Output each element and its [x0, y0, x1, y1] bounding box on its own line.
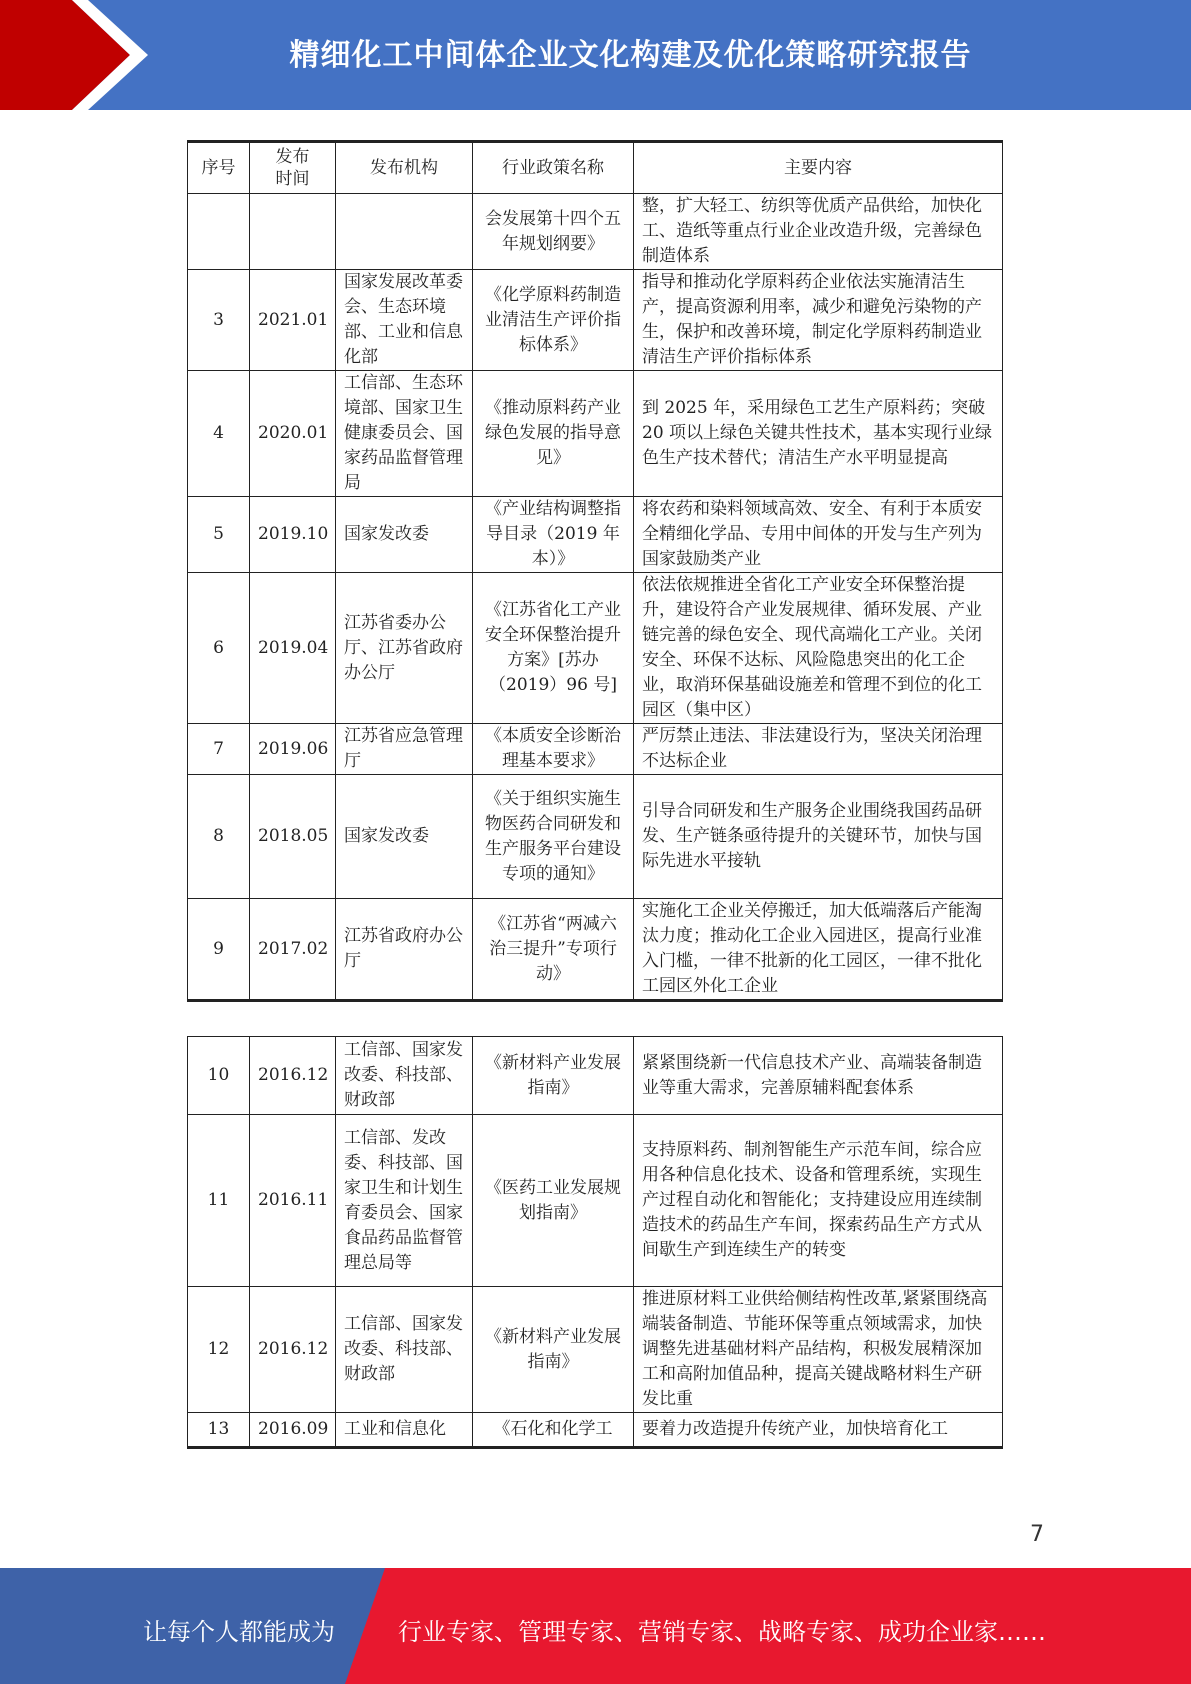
cell-name: 《石化和化学工: [473, 1413, 634, 1448]
cell-org: 江苏省政府办公厅: [336, 899, 473, 1001]
cell-org: 工信部、生态环境部、国家卫生健康委员会、国家药品监督管理局: [336, 371, 473, 497]
cell-name: 《医药工业发展规划指南》: [473, 1115, 634, 1287]
cell-num: [188, 194, 250, 270]
cell-num: 4: [188, 371, 250, 497]
cell-num: 10: [188, 1037, 250, 1115]
table-row: [188, 1413, 1003, 1448]
cell-num: 7: [188, 724, 250, 775]
table-row: [188, 497, 1003, 573]
cell-content: 支持原料药、制剂智能生产示范车间，综合应用各种信息化技术、设备和管理系统，实现生产过程自动化和智能化；支持建设应用连续制造技术的药品生产车间，探索药品生产方式从间歇生产到连续生产的转变: [634, 1115, 1003, 1287]
cell-date: 2016.12: [250, 1287, 336, 1413]
table-row: [188, 194, 1003, 270]
header-org: 发布机构: [336, 142, 473, 194]
footer-slogan-left: 让每个人都能成为: [143, 1618, 335, 1646]
cell-org: 工信部、国家发改委、科技部、财政部: [336, 1287, 473, 1413]
cell-name: 会发展第十四个五年规划纲要》: [473, 194, 634, 270]
cell-name: 《江苏省化工产业安全环保整治提升方案》[苏办（2019）96 号]: [473, 573, 634, 724]
header-num: 序号: [188, 142, 250, 194]
cell-content: 严厉禁止违法、非法建设行为，坚决关闭治理不达标企业: [634, 724, 1003, 775]
cell-content: 到 2025 年，采用绿色工艺生产原料药；突破 20 项以上绿色关键共性技术，基本实现行业绿色生产技术替代；清洁生产水平明显提高: [634, 371, 1003, 497]
cell-org: 江苏省应急管理厅: [336, 724, 473, 775]
header-policy-name: 行业政策名称: [473, 142, 634, 194]
cell-content: 推进原材料工业供给侧结构性改革,紧紧围绕高端装备制造、节能环保等重点领域需求，加快调整先进基础材料产品结构，积极发展精深加工和高附加值品种，提高关键战略材料生产研发比重: [634, 1287, 1003, 1413]
table-row: [188, 1287, 1003, 1413]
table-row: [188, 371, 1003, 497]
cell-num: 8: [188, 775, 250, 899]
page-number: 7: [1030, 1522, 1044, 1547]
cell-date: 2019.06: [250, 724, 336, 775]
cell-org: 工业和信息化: [336, 1413, 473, 1448]
policy-table-part2: [187, 1036, 1003, 1449]
cell-org: 国家发改委: [336, 775, 473, 899]
cell-name: 《关于组织实施生物医药合同研发和生产服务平台建设专项的通知》: [473, 775, 634, 899]
cell-num: 9: [188, 899, 250, 1001]
cell-date: 2019.04: [250, 573, 336, 724]
cell-date: 2020.01: [250, 371, 336, 497]
cell-name: 《江苏省“两减六治三提升”专项行动》: [473, 899, 634, 1001]
table-row: [188, 775, 1003, 899]
footer-slogan-right: 行业专家、管理专家、营销专家、战略专家、成功企业家……: [398, 1618, 1046, 1646]
cell-date: 2021.01: [250, 270, 336, 371]
cell-num: 12: [188, 1287, 250, 1413]
cell-date: 2016.12: [250, 1037, 336, 1115]
table-row: [188, 573, 1003, 724]
cell-org: 工信部、发改委、科技部、国家卫生和计划生育委员会、国家食品药品监督管理总局等: [336, 1115, 473, 1287]
header-content: 主要内容: [634, 142, 1003, 194]
cell-date: 2019.10: [250, 497, 336, 573]
cell-content: 指导和推动化学原料药企业依法实施清洁生产，提高资源利用率，减少和避免污染物的产生，保护和改善环境，制定化学原料药制造业清洁生产评价指标体系: [634, 270, 1003, 371]
cell-content: 将农药和染料领域高效、安全、有利于本质安全精细化学品、专用中间体的开发与生产列为国家鼓励类产业: [634, 497, 1003, 573]
cell-content: 要着力改造提升传统产业，加快培育化工: [634, 1413, 1003, 1448]
cell-org: 工信部、国家发改委、科技部、财政部: [336, 1037, 473, 1115]
cell-content: 整，扩大轻工、纺织等优质产品供给，加快化工、造纸等重点行业企业改造升级，完善绿色制造体系: [634, 194, 1003, 270]
cell-org: 国家发展改革委会、生态环境部、工业和信息化部: [336, 270, 473, 371]
cell-num: 11: [188, 1115, 250, 1287]
cell-name: 《新材料产业发展指南》: [473, 1287, 634, 1413]
table-row: [188, 270, 1003, 371]
cell-content: 紧紧围绕新一代信息技术产业、高端装备制造业等重大需求，完善原辅料配套体系: [634, 1037, 1003, 1115]
cell-name: 《推动原料药产业绿色发展的指导意见》: [473, 371, 634, 497]
table-header-row: [188, 142, 1003, 194]
cell-date: 2018.05: [250, 775, 336, 899]
table-row: [188, 724, 1003, 775]
cell-org: 江苏省委办公厅、江苏省政府办公厅: [336, 573, 473, 724]
cell-name: 《新材料产业发展指南》: [473, 1037, 634, 1115]
cell-date: 2016.09: [250, 1413, 336, 1448]
header-date: 发布 时间: [250, 142, 336, 194]
table-row: [188, 1037, 1003, 1115]
cell-num: 5: [188, 497, 250, 573]
cell-num: 6: [188, 573, 250, 724]
table-row: [188, 1115, 1003, 1287]
cell-org: [336, 194, 473, 270]
cell-date: 2017.02: [250, 899, 336, 1001]
report-title: 精细化工中间体企业文化构建及优化策略研究报告: [289, 38, 972, 73]
cell-org: 国家发改委: [336, 497, 473, 573]
cell-num: 3: [188, 270, 250, 371]
policy-table-part1: [187, 140, 1003, 1002]
cell-num: 13: [188, 1413, 250, 1448]
cell-content: 引导合同研发和生产服务企业围绕我国药品研发、生产链条亟待提升的关键环节，加快与国际先进水平接轨: [634, 775, 1003, 899]
cell-date: [250, 194, 336, 270]
cell-content: 依法依规推进全省化工产业安全环保整治提升，建设符合产业发展规律、循环发展、产业链完善的绿色安全、现代高端化工产业。关闭安全、环保不达标、风险隐患突出的化工企业，取消环保基础设施差和管理不到位的化工园区（集中区）: [634, 573, 1003, 724]
cell-content: 实施化工企业关停搬迁，加大低端落后产能淘汰力度；推动化工企业入园进区，提高行业准入门槛，一律不批新的化工园区，一律不批化工园区外化工企业: [634, 899, 1003, 1001]
cell-name: 《本质安全诊断治理基本要求》: [473, 724, 634, 775]
cell-name: 《化学原料药制造业清洁生产评价指标体系》: [473, 270, 634, 371]
cell-date: 2016.11: [250, 1115, 336, 1287]
table-row: [188, 899, 1003, 1001]
cell-name: 《产业结构调整指导目录（2019 年本）》: [473, 497, 634, 573]
